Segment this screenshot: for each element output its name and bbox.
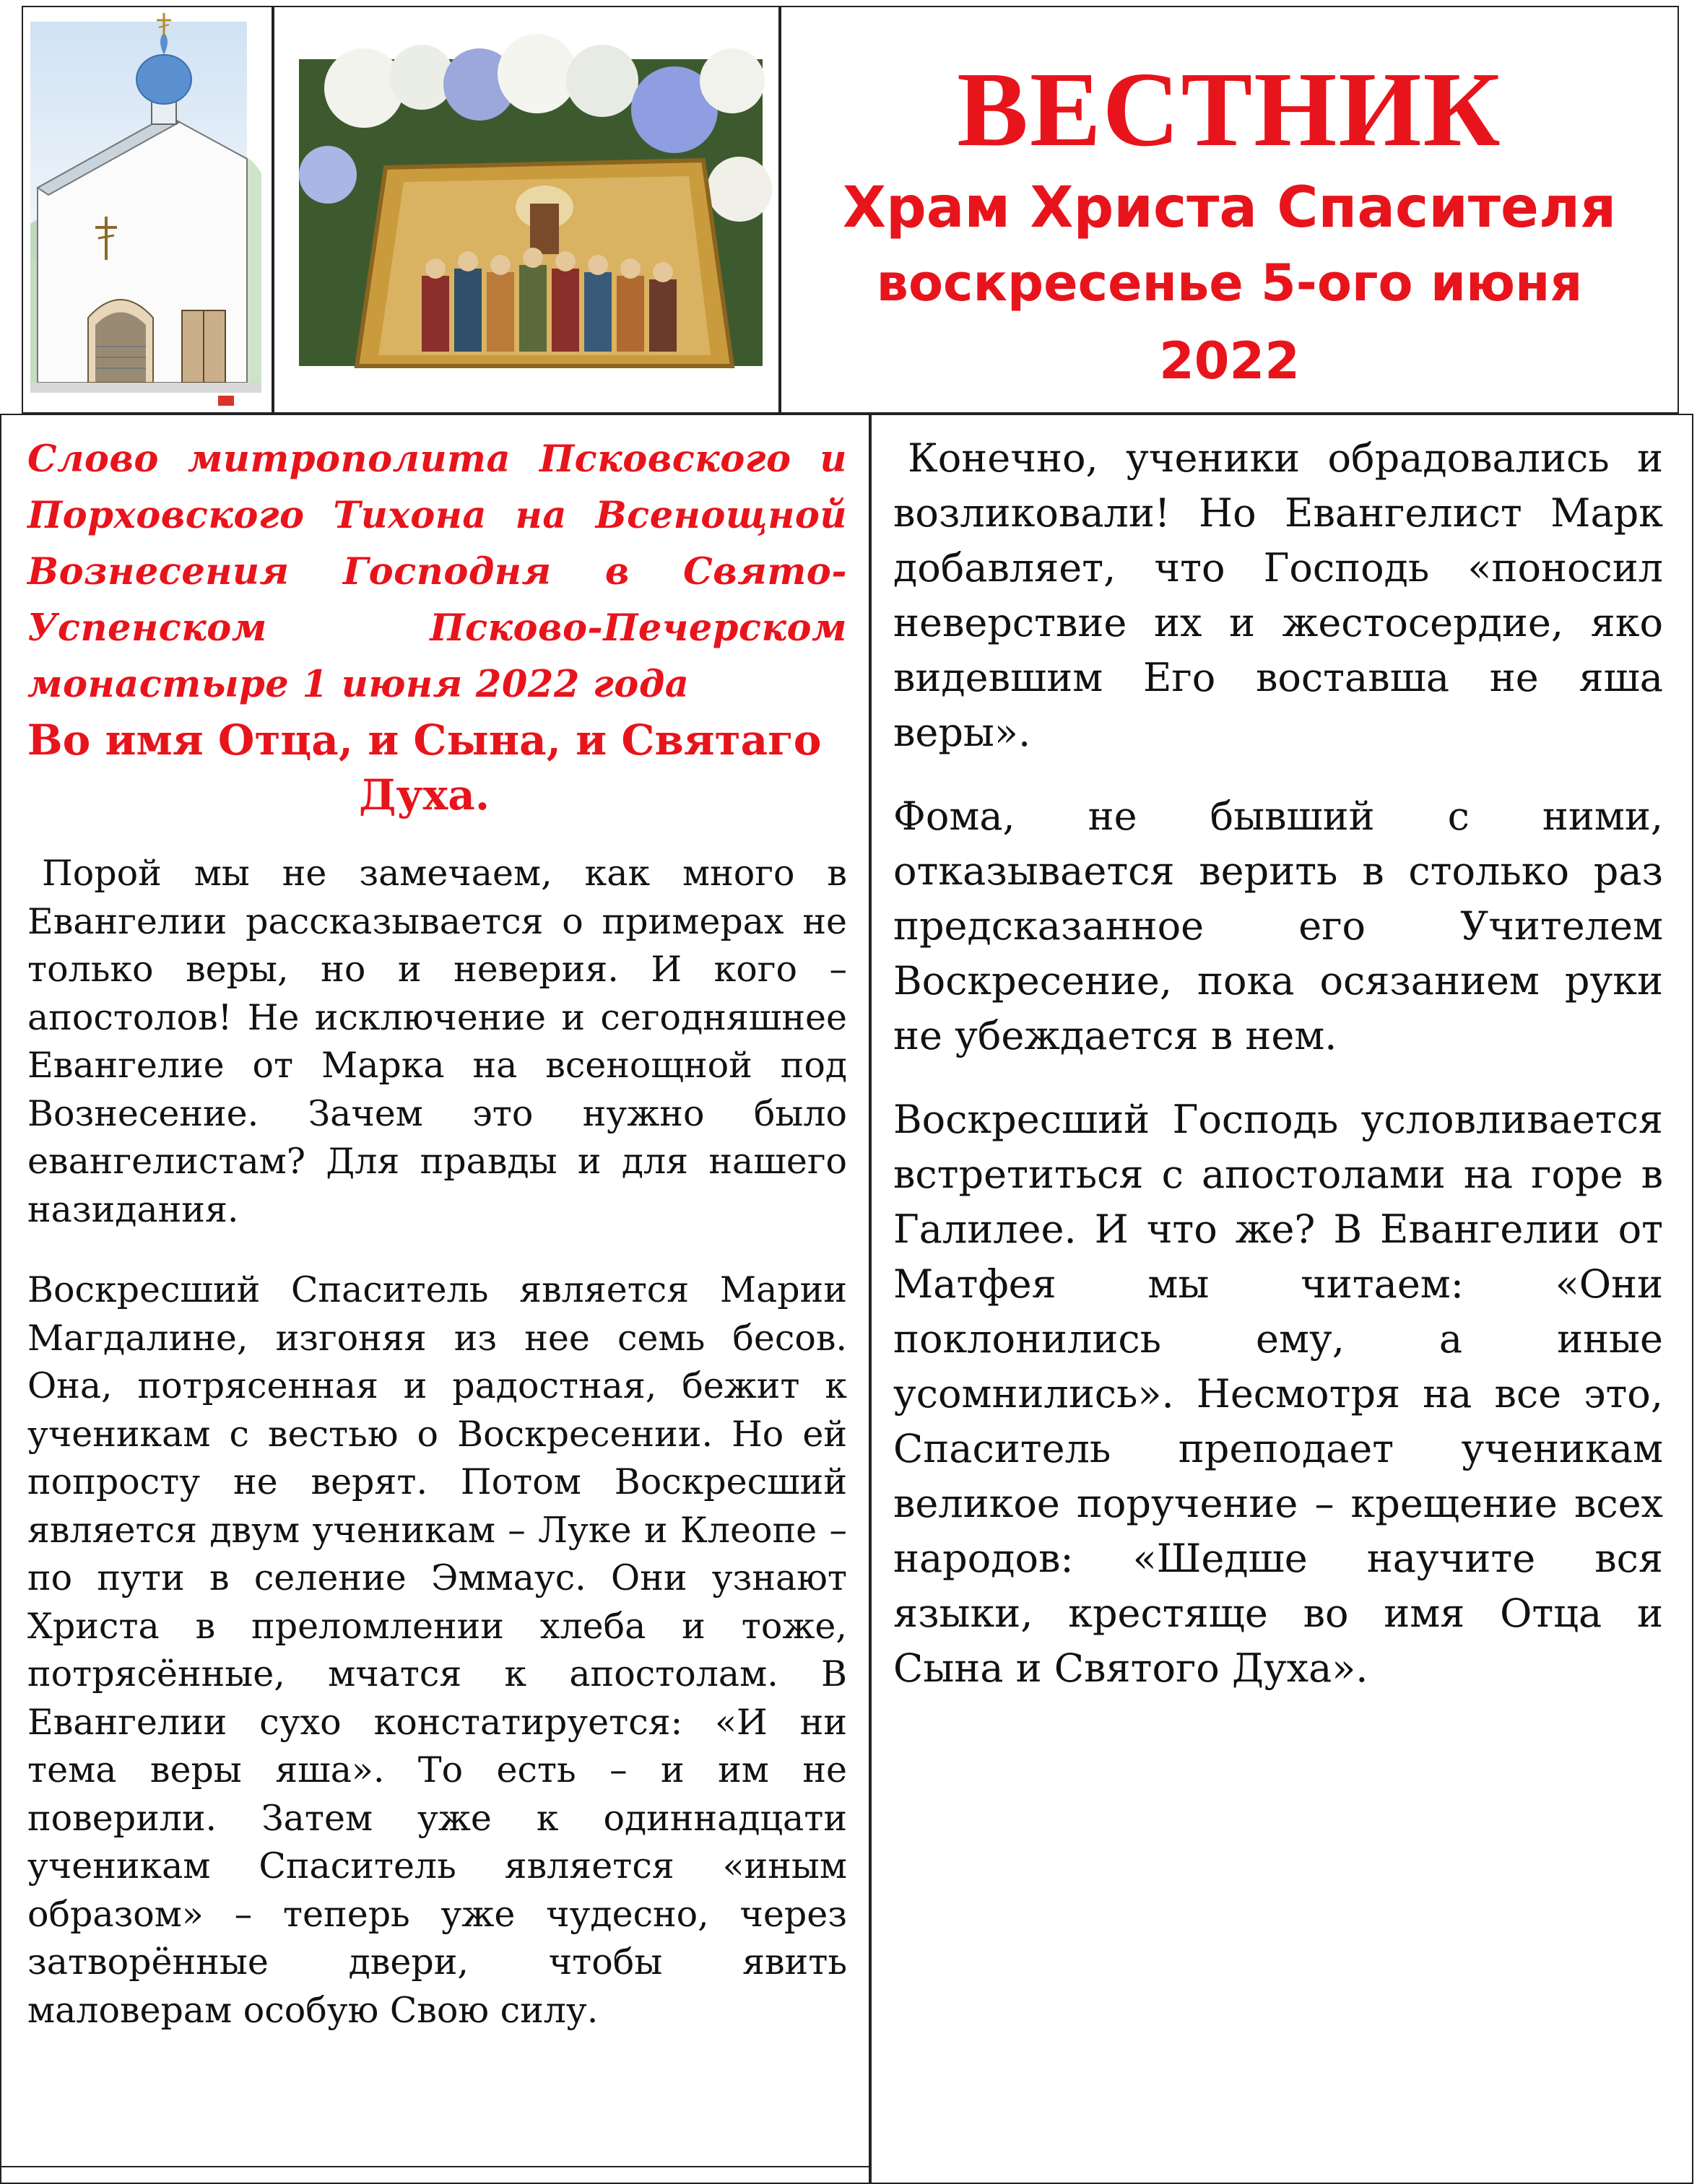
- right-column: [870, 414, 1693, 2184]
- issue-date-line-1: воскресенье 5-ого июня: [876, 253, 1583, 313]
- masthead-title: ВЕСТНИК: [957, 51, 1502, 169]
- church-name: Храм Христа Спасителя: [842, 175, 1617, 240]
- icon-photo-frame: [273, 6, 780, 414]
- issue-date: [781, 244, 1678, 401]
- left-paragraph-1: Порой мы не замечаем, как много в Евангелии рассказывается о примерах не только веры, но и неверия. И кого – апостолов! Не исключение и сегодняшнее Евангелие от Марка на всенощной под Вознесение. Зачем это нужно было евангелистам? Для правды и для нашего назидания.: [27, 853, 847, 1230]
- issue-date-line-2: 2022: [1159, 331, 1300, 391]
- right-paragraph-3: Воскресший Господь условливается встретиться с апостолами на горе в Галилее. И что же? В Евангелии от Матфея мы читаем: «Они поклонились ему, а иные усомнились». Несмотря на все это, Спаситель преподает ученикам великое поручение – крещение всех народов: «Шедше научите вся языки, крестяще во имя Отца и Сына и Святого Духа».: [893, 1097, 1663, 1691]
- sermon-heading: Слово митрополита Псковского и Порховского Тихона на Всенощной Вознесения Господня в Свято-Успенском Псково-Печерском монастыре 1 июня 2022 года: [27, 438, 847, 706]
- left-column: [0, 414, 870, 2184]
- blessing-heading: Во имя Отца, и Сына, и Святаго Духа.: [27, 715, 822, 819]
- church-illustration-frame: [22, 6, 273, 414]
- right-paragraph-2: Фома, не бывший с ними, отказывается верить в столько раз предсказанное его Учителем Воскресение, пока осязанием руки не убеждается в нем.: [893, 793, 1663, 1058]
- right-paragraph-1: Конечно, ученики обрадовались и возликовали! Но Евангелист Марк добавляет, что Господь «поносил неверствие их и жестосердие, яко видевшим Его воставша не яша веры».: [893, 435, 1663, 755]
- masthead-panel: [780, 6, 1679, 414]
- church-illustration: [23, 7, 272, 412]
- left-paragraph-2: Воскресший Спаситель является Марии Магдалине, изгоняя из нее семь бесов. Она, потрясенная и радостная, бежит к ученикам с вестью о Воскресении. Но ей попросту не верят. Потом Воскресший является двум ученикам – Луке и Клеопе – по пути в селение Эммаус. Они узнают Христа в преломлении хлеба и тоже, потрясённые, мчатся к апостолам. В Евангелии сухо констатируется: «И ни тема веры яша». То есть – и им не поверили. Затем уже к одиннадцати ученикам Спаситель является «иным образом» – теперь уже чудесно, через затворённые двери, чтобы явить маловерам особую Свою силу.: [27, 1269, 847, 2031]
- bottom-rule: [0, 2166, 870, 2167]
- ascension-icon-photo: [274, 7, 778, 412]
